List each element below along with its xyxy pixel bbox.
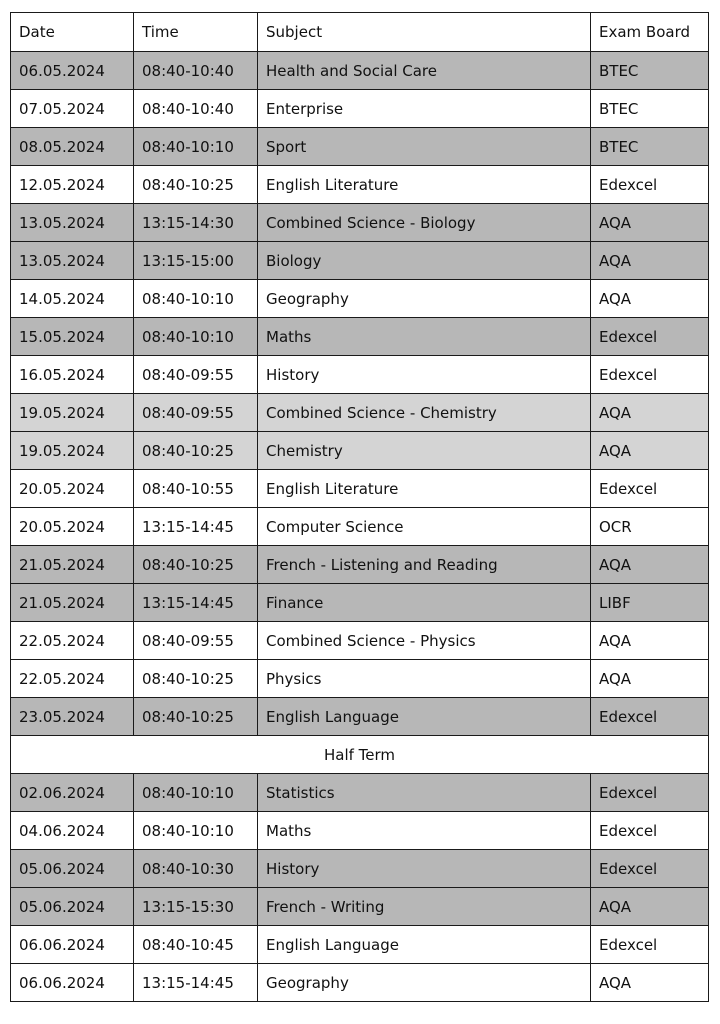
exam-time-cell: 08:40-10:25 <box>134 166 258 204</box>
exam-row <box>11 812 709 850</box>
exam-date-cell: 22.05.2024 <box>11 622 134 660</box>
exam-subject-cell: History <box>258 356 591 394</box>
exam-row <box>11 660 709 698</box>
exam-row <box>11 318 709 356</box>
exam-subject-cell: English Literature <box>258 470 591 508</box>
exam-subject-cell: Enterprise <box>258 90 591 128</box>
header-exam-board: Exam Board <box>591 13 709 52</box>
exam-row <box>11 128 709 166</box>
exam-rows <box>11 52 709 1002</box>
exam-time-cell: 08:40-10:10 <box>134 774 258 812</box>
exam-date-cell: 14.05.2024 <box>11 280 134 318</box>
exam-time-cell: 08:40-10:25 <box>134 698 258 736</box>
exam-time-cell: 13:15-15:00 <box>134 242 258 280</box>
exam-date-cell: 12.05.2024 <box>11 166 134 204</box>
exam-time-cell: 08:40-10:25 <box>134 432 258 470</box>
exam-date-cell: 20.05.2024 <box>11 470 134 508</box>
exam-row <box>11 888 709 926</box>
exam-time-cell: 08:40-09:55 <box>134 622 258 660</box>
exam-subject-cell: English Language <box>258 698 591 736</box>
header-date: Date <box>11 13 134 52</box>
exam-board-cell: AQA <box>591 546 709 584</box>
exam-row <box>11 394 709 432</box>
exam-date-cell: 22.05.2024 <box>11 660 134 698</box>
exam-row <box>11 432 709 470</box>
exam-board-cell: AQA <box>591 622 709 660</box>
exam-subject-cell: History <box>258 850 591 888</box>
exam-board-cell: AQA <box>591 280 709 318</box>
exam-row <box>11 546 709 584</box>
exam-row <box>11 926 709 964</box>
exam-board-cell: Edexcel <box>591 470 709 508</box>
exam-subject-cell: English Literature <box>258 166 591 204</box>
exam-time-cell: 13:15-14:45 <box>134 964 258 1002</box>
header-time: Time <box>134 13 258 52</box>
exam-subject-cell: Computer Science <box>258 508 591 546</box>
exam-board-cell: AQA <box>591 394 709 432</box>
exam-time-cell: 08:40-09:55 <box>134 394 258 432</box>
exam-date-cell: 08.05.2024 <box>11 128 134 166</box>
exam-date-cell: 06.05.2024 <box>11 52 134 90</box>
exam-date-cell: 05.06.2024 <box>11 850 134 888</box>
exam-date-cell: 05.06.2024 <box>11 888 134 926</box>
exam-time-cell: 08:40-10:30 <box>134 850 258 888</box>
exam-time-cell: 08:40-10:25 <box>134 660 258 698</box>
exam-row <box>11 964 709 1002</box>
exam-time-cell: 13:15-14:45 <box>134 508 258 546</box>
exam-row <box>11 698 709 736</box>
exam-row <box>11 584 709 622</box>
exam-time-cell: 08:40-10:40 <box>134 52 258 90</box>
exam-subject-cell: French - Listening and Reading <box>258 546 591 584</box>
exam-date-cell: 06.06.2024 <box>11 926 134 964</box>
exam-board-cell: Edexcel <box>591 166 709 204</box>
exam-subject-cell: Geography <box>258 964 591 1002</box>
exam-board-cell: Edexcel <box>591 812 709 850</box>
exam-date-cell: 21.05.2024 <box>11 546 134 584</box>
exam-board-cell: Edexcel <box>591 850 709 888</box>
exam-timetable <box>10 12 709 1002</box>
exam-time-cell: 08:40-10:55 <box>134 470 258 508</box>
exam-board-cell: AQA <box>591 888 709 926</box>
exam-board-cell: OCR <box>591 508 709 546</box>
exam-time-cell: 13:15-14:30 <box>134 204 258 242</box>
exam-board-cell: Edexcel <box>591 356 709 394</box>
exam-time-cell: 13:15-15:30 <box>134 888 258 926</box>
exam-subject-cell: Geography <box>258 280 591 318</box>
exam-board-cell: Edexcel <box>591 774 709 812</box>
exam-row <box>11 242 709 280</box>
exam-time-cell: 08:40-10:10 <box>134 812 258 850</box>
exam-time-cell: 08:40-10:10 <box>134 280 258 318</box>
exam-board-cell: Edexcel <box>591 698 709 736</box>
exam-time-cell: 08:40-09:55 <box>134 356 258 394</box>
exam-date-cell: 13.05.2024 <box>11 242 134 280</box>
exam-row <box>11 470 709 508</box>
exam-date-cell: 07.05.2024 <box>11 90 134 128</box>
exam-subject-cell: Combined Science - Chemistry <box>258 394 591 432</box>
exam-row <box>11 166 709 204</box>
exam-row <box>11 52 709 90</box>
exam-row <box>11 508 709 546</box>
exam-subject-cell: French - Writing <box>258 888 591 926</box>
exam-row <box>11 90 709 128</box>
exam-time-cell: 08:40-10:10 <box>134 128 258 166</box>
exam-subject-cell: Biology <box>258 242 591 280</box>
exam-date-cell: 15.05.2024 <box>11 318 134 356</box>
exam-subject-cell: Chemistry <box>258 432 591 470</box>
exam-board-cell: LIBF <box>591 584 709 622</box>
exam-time-cell: 08:40-10:25 <box>134 546 258 584</box>
exam-board-cell: AQA <box>591 432 709 470</box>
exam-row <box>11 850 709 888</box>
exam-date-cell: 21.05.2024 <box>11 584 134 622</box>
exam-date-cell: 19.05.2024 <box>11 394 134 432</box>
exam-board-cell: AQA <box>591 964 709 1002</box>
exam-subject-cell: Finance <box>258 584 591 622</box>
exam-subject-cell: Combined Science - Physics <box>258 622 591 660</box>
exam-date-cell: 02.06.2024 <box>11 774 134 812</box>
exam-date-cell: 20.05.2024 <box>11 508 134 546</box>
exam-row <box>11 356 709 394</box>
exam-subject-cell: Health and Social Care <box>258 52 591 90</box>
exam-row <box>11 280 709 318</box>
exam-row <box>11 774 709 812</box>
exam-date-cell: 04.06.2024 <box>11 812 134 850</box>
exam-subject-cell: Maths <box>258 812 591 850</box>
exam-time-cell: 08:40-10:40 <box>134 90 258 128</box>
exam-row <box>11 204 709 242</box>
header-row <box>11 13 709 52</box>
exam-date-cell: 06.06.2024 <box>11 964 134 1002</box>
exam-subject-cell: Maths <box>258 318 591 356</box>
half-term-label: Half Term <box>11 736 709 774</box>
exam-board-cell: AQA <box>591 242 709 280</box>
header-subject: Subject <box>258 13 591 52</box>
exam-board-cell: Edexcel <box>591 318 709 356</box>
half-term-row <box>11 736 709 774</box>
exam-board-cell: Edexcel <box>591 926 709 964</box>
exam-date-cell: 13.05.2024 <box>11 204 134 242</box>
exam-time-cell: 13:15-14:45 <box>134 584 258 622</box>
exam-subject-cell: Statistics <box>258 774 591 812</box>
exam-time-cell: 08:40-10:10 <box>134 318 258 356</box>
exam-time-cell: 08:40-10:45 <box>134 926 258 964</box>
exam-subject-cell: Combined Science - Biology <box>258 204 591 242</box>
exam-subject-cell: Physics <box>258 660 591 698</box>
exam-date-cell: 23.05.2024 <box>11 698 134 736</box>
exam-board-cell: BTEC <box>591 90 709 128</box>
exam-subject-cell: Sport <box>258 128 591 166</box>
exam-board-cell: AQA <box>591 660 709 698</box>
exam-row <box>11 622 709 660</box>
exam-board-cell: BTEC <box>591 128 709 166</box>
exam-board-cell: AQA <box>591 204 709 242</box>
exam-date-cell: 19.05.2024 <box>11 432 134 470</box>
exam-board-cell: BTEC <box>591 52 709 90</box>
exam-date-cell: 16.05.2024 <box>11 356 134 394</box>
exam-subject-cell: English Language <box>258 926 591 964</box>
